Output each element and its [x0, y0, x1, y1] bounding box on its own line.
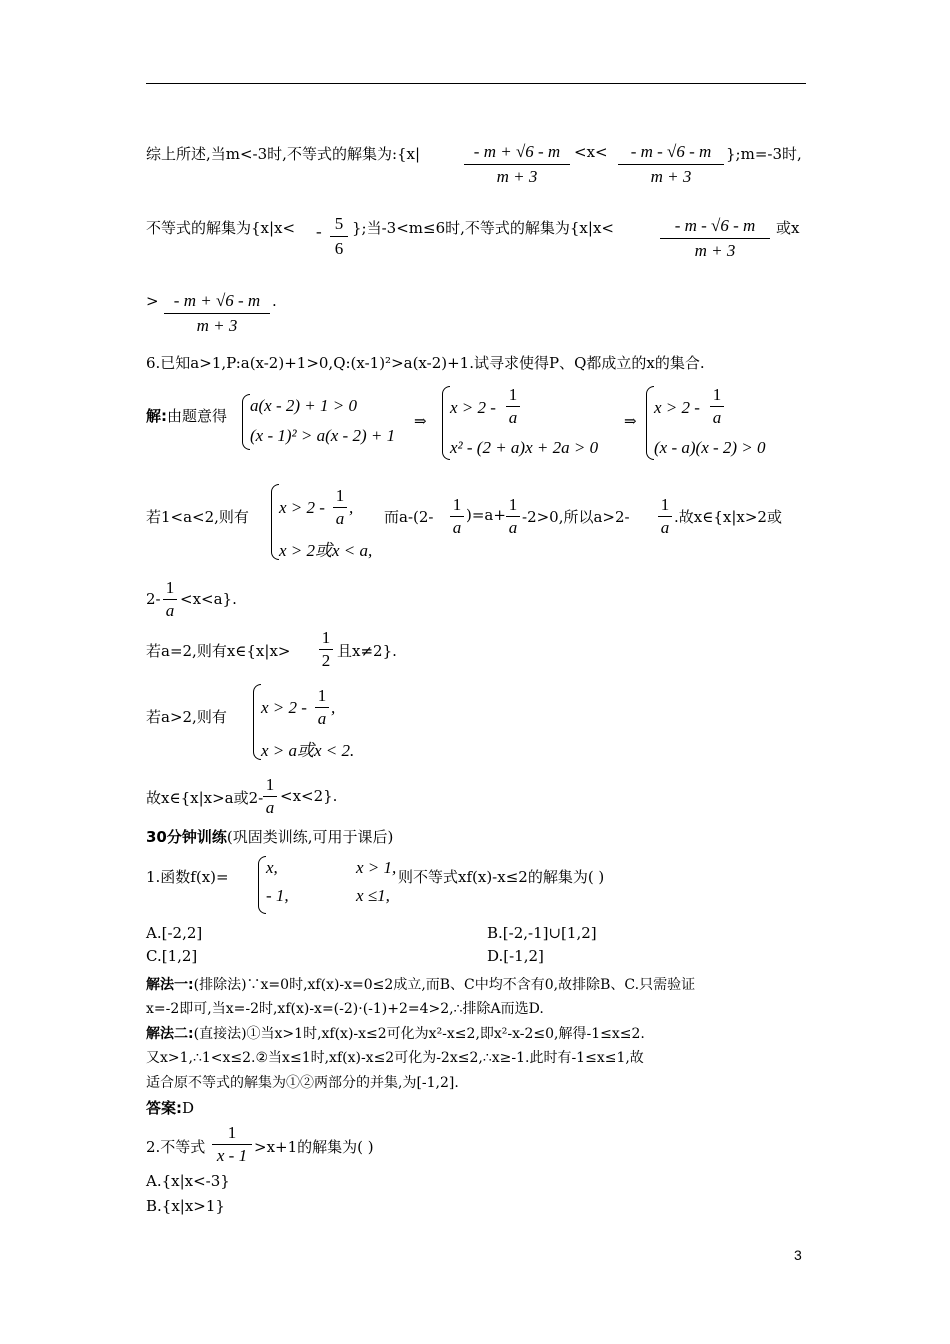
case1-f2: <x<a}.: [180, 590, 237, 608]
case1-c: )=a+: [466, 506, 506, 524]
sys1-row1: a(x - 2) + 1 > 0: [250, 396, 357, 415]
summary-period: .: [272, 292, 277, 310]
case1-frac-4: 1 a: [658, 494, 672, 539]
case1-b: 而a-(2-: [384, 508, 434, 526]
summary-line-1-end: };m=-3时,: [726, 145, 802, 163]
case1-frac: 1 a: [333, 485, 347, 530]
case1-d: -2>0,所以a>2-: [522, 508, 630, 526]
sys3-row2: (x - a)(x - 2) > 0: [654, 438, 766, 457]
case1-e: .故x∈{x|x>2或: [674, 508, 782, 526]
system-brace-1: [242, 394, 250, 450]
summary-line-1: 综上所述,当m<-3时,不等式的解集为:{x|: [146, 145, 421, 163]
p2-frac: 1 x - 1: [212, 1122, 252, 1167]
p1-r2-right: x ≤1,: [356, 886, 390, 905]
case3-brace: [253, 684, 261, 760]
implies-2: ⇒: [624, 412, 637, 430]
implies-1: ⇒: [414, 412, 427, 430]
case1-row1: x > 2 -: [279, 498, 325, 517]
system-brace-2: [442, 386, 450, 460]
sys2-row1: x > 2 -: [450, 398, 496, 417]
summary-line-2-mid: };当-3<m≤6时,不等式的解集为{x|x<: [352, 219, 614, 237]
fraction-3: - m - √6 - m m + 3: [660, 214, 770, 263]
section-heading: 30分钟训练(巩固类训练,可用于课后): [146, 828, 394, 846]
case1-f1: 2-: [146, 590, 161, 608]
p1-solution-2-line-2: 又x>1,∴1<x≤2.②当x≤1时,xf(x)-x≤2可化为-2x≤2,∴x≥-1.此时有-1≤x≤1,故: [146, 1050, 644, 1066]
system-brace-3: [646, 386, 654, 460]
sys3-frac: 1 a: [710, 384, 724, 429]
minus-sign: -: [316, 222, 322, 241]
summary-line-2-end: 或x: [776, 219, 800, 237]
fraction-2: - m - √6 - m m + 3: [618, 140, 724, 189]
q6-stem: 6.已知a>1,P:a(x-2)+1>0,Q:(x-1)²>a(x-2)+1.试寻求使得P、Q都成立的x的集合.: [146, 354, 705, 372]
conclusion-frac: 1 a: [263, 774, 277, 819]
fraction-4: - m + √6 - m m + 3: [164, 289, 270, 338]
case3-row1-comma: ,: [331, 698, 336, 717]
page-number: 3: [794, 1247, 802, 1263]
p1-solution-2-line-3: 适合原不等式的解集为①②两部分的并集,为[-1,2].: [146, 1075, 459, 1091]
case1-brace: [271, 484, 279, 560]
p2-option-b: B.{x|x>1}: [146, 1197, 225, 1215]
p1-r1-left: x,: [266, 858, 278, 877]
summary-gt: >: [146, 292, 159, 310]
p1-r1-right: x > 1,: [356, 858, 397, 877]
p2-stem-b: >x+1的解集为( ): [254, 1138, 374, 1156]
case1-frac-5: 1 a: [163, 577, 177, 622]
case3-text: 若a>2,则有: [146, 708, 227, 726]
case2-frac: 1 2: [319, 627, 333, 672]
p1-answer: 答案:D: [146, 1099, 195, 1117]
p1-option-d: D.[-1,2]: [487, 947, 544, 965]
q6-conclusion-end: <x<2}.: [280, 787, 338, 805]
sys1-row2: (x - 1)² > a(x - 2) + 1: [250, 426, 396, 445]
p1-brace: [258, 856, 266, 914]
case1-row2: x > 2或x < a,: [279, 541, 373, 560]
summary-lt: <x<: [574, 143, 608, 161]
p1-option-a: A.[-2,2]: [146, 924, 203, 942]
p1-solution-1-line-2: x=-2即可,当x=-2时,xf(x)-x=(-2)·(-1)+2=4>2,∴排除A而选D.: [146, 1001, 544, 1017]
case2-text: 若a=2,则有x∈{x|x>: [146, 642, 291, 660]
case1-row1-comma: ,: [349, 498, 354, 517]
p2-option-a: A.{x|x<-3}: [146, 1172, 230, 1190]
case1-frac-2: 1 a: [450, 494, 464, 539]
case2-end: 且x≠2}.: [337, 642, 397, 660]
p2-stem-a: 2.不等式: [146, 1138, 206, 1156]
summary-line-2: 不等式的解集为{x|x<: [146, 219, 296, 237]
sys2-row2: x² - (2 + a)x + 2a > 0: [450, 438, 599, 457]
p1-stem-b: 则不等式xf(x)-x≤2的解集为( ): [398, 868, 605, 886]
p1-solution-1-line-1: 解法一:(排除法)∵x=0时,xf(x)-x=0≤2成立,而B、C中均不含有0,故排除B、C.只需验证: [146, 977, 696, 993]
header-rule: [146, 83, 806, 84]
fraction-5-6: 5 6: [330, 212, 348, 261]
p1-option-c: C.[1,2]: [146, 947, 198, 965]
case3-row2: x > a或x < 2.: [261, 741, 355, 760]
sys3-row1: x > 2 -: [654, 398, 700, 417]
p1-stem-a: 1.函数f(x)=: [146, 868, 229, 886]
p1-solution-2-line-1: 解法二:(直接法)①当x>1时,xf(x)-x≤2可化为x²-x≤2,即x²-x-2≤0,解得-1≤x≤2.: [146, 1026, 645, 1042]
q6-conclusion: 故x∈{x|x>a或2-: [146, 789, 264, 807]
case3-row1: x > 2 -: [261, 698, 307, 717]
case3-frac: 1 a: [315, 685, 329, 730]
p1-r2-left: - 1,: [266, 886, 289, 905]
q6-solution: 解:由题意得: [146, 407, 228, 425]
sys2-frac: 1 a: [506, 384, 520, 429]
p1-option-b: B.[-2,-1]∪[1,2]: [487, 924, 597, 942]
case1-text: 若1<a<2,则有: [146, 508, 249, 526]
case1-frac-3: 1 a: [506, 494, 520, 539]
fraction-1: - m + √6 - m m + 3: [464, 140, 570, 189]
